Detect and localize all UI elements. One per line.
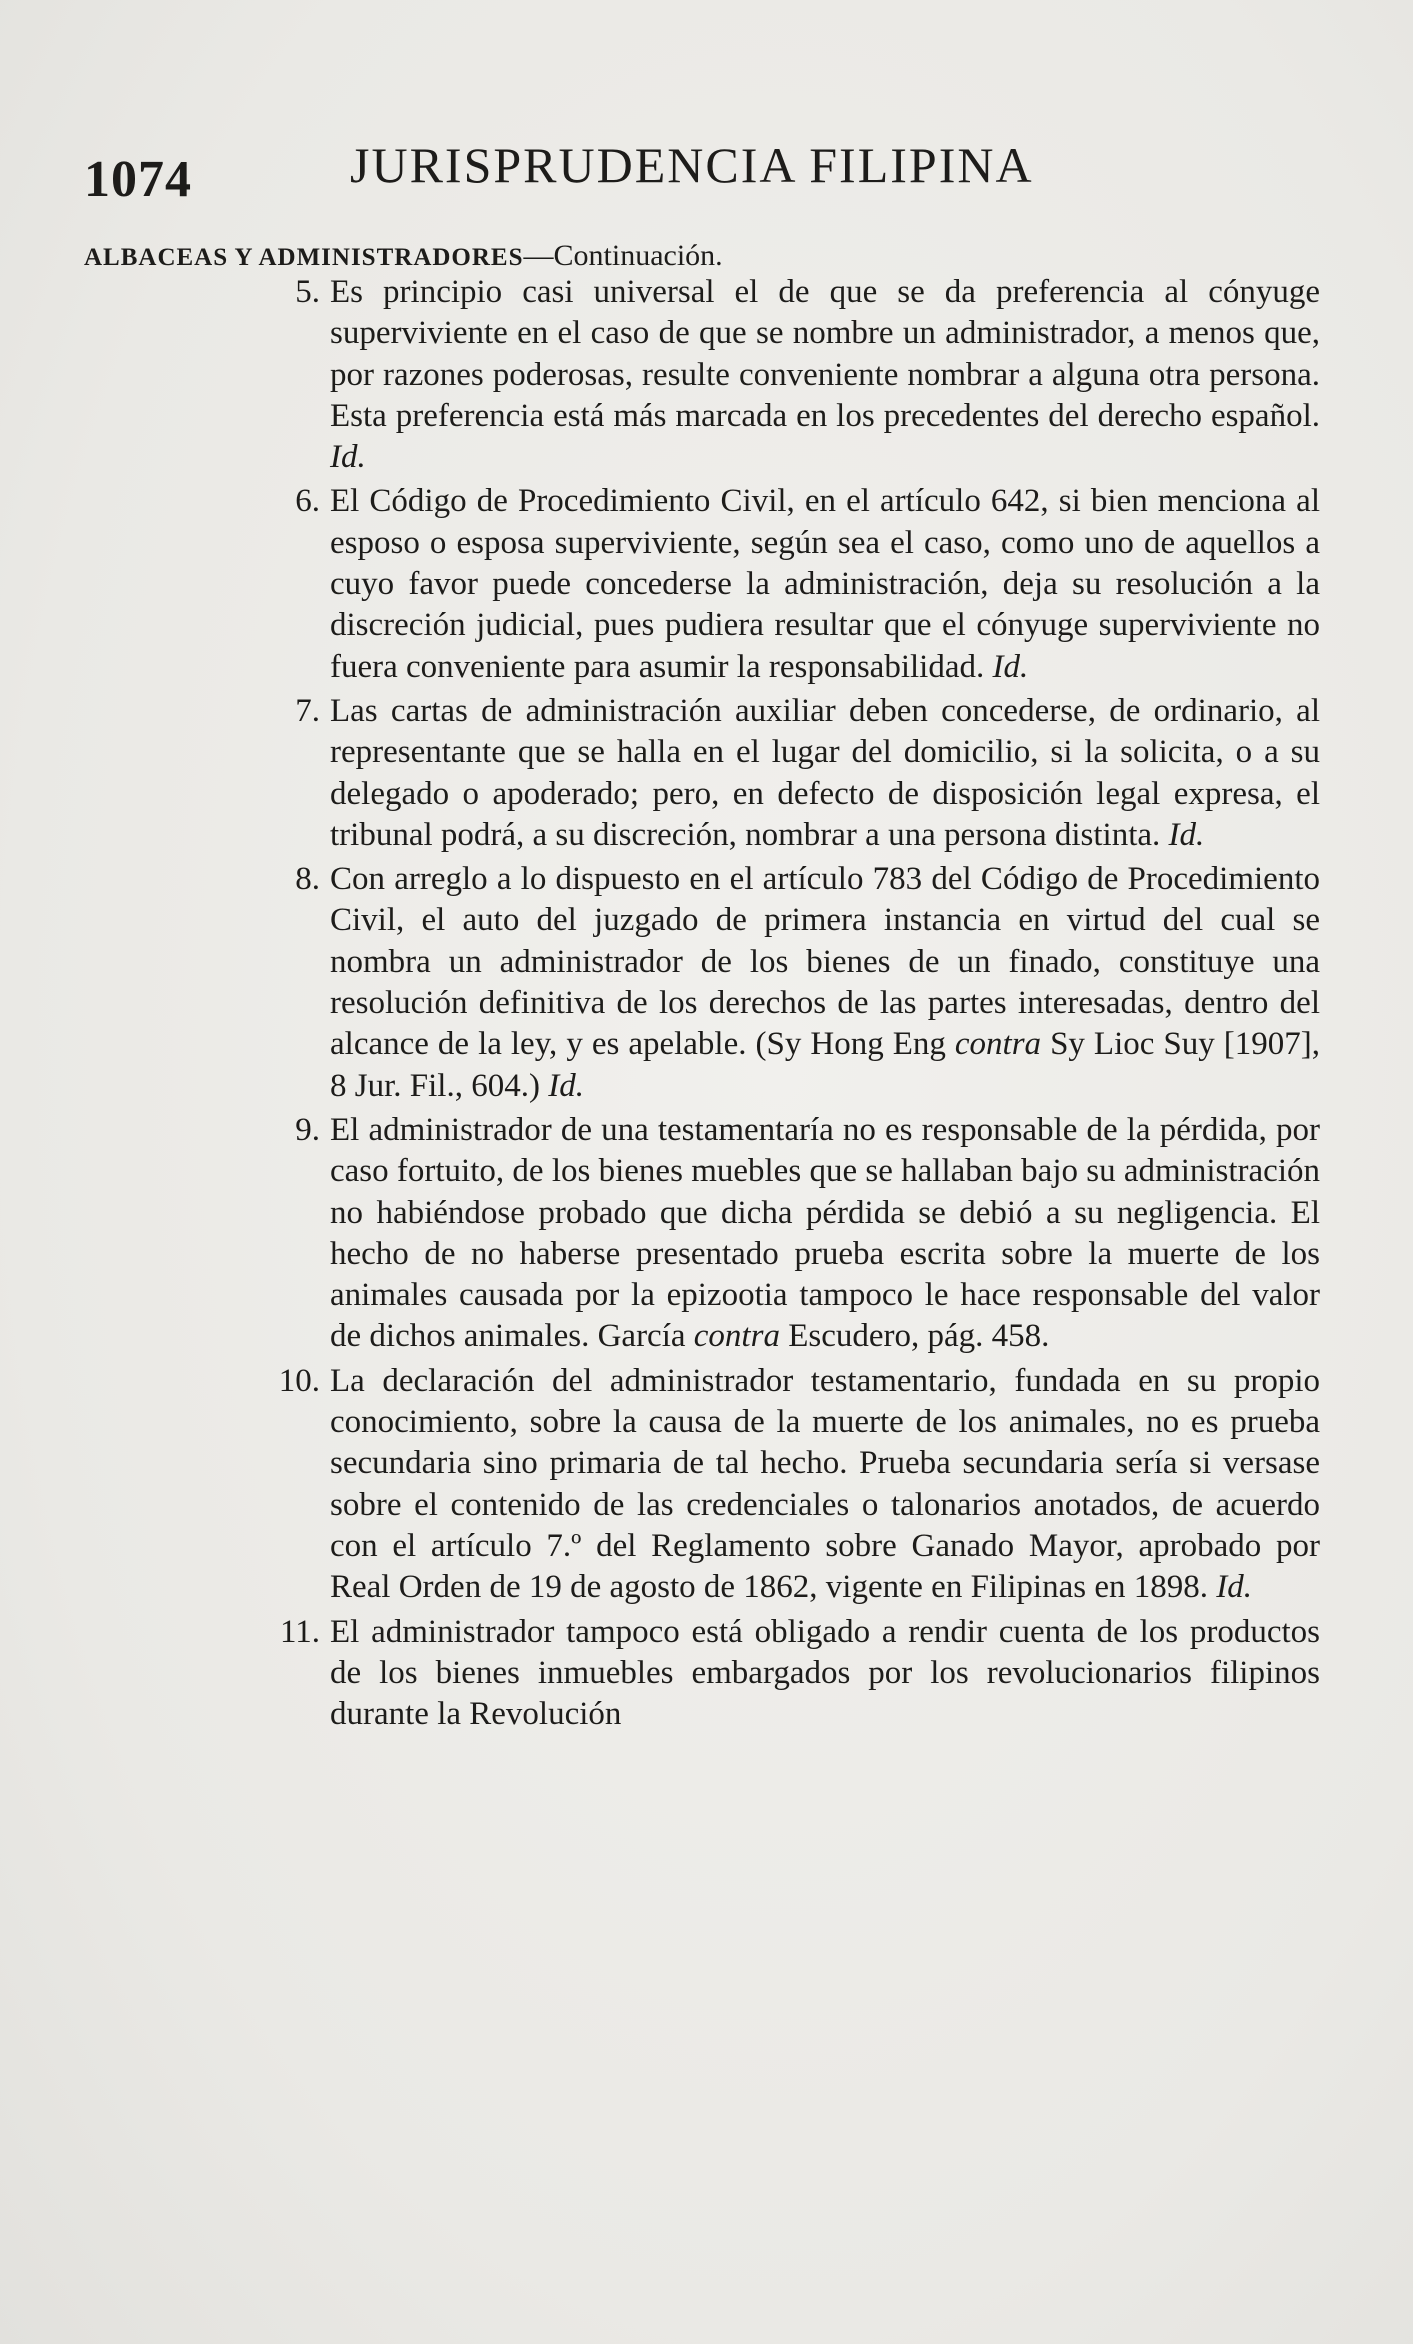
entry-number: 8. bbox=[295, 861, 320, 898]
entry-11 bbox=[230, 1612, 1320, 1736]
entry-text: Con arreglo a lo dispuesto en el artículo 783 del Código de Procedimiento Civil, el auto del juzgado de primera instancia en virtud del cual se nombra un administrador de los bienes de un finado, bbox=[330, 861, 1320, 980]
entry-list bbox=[230, 268, 1320, 1735]
entry-reference: Id. bbox=[1216, 1569, 1252, 1606]
entry-text-continued: constituye una resolución definitiva de los derechos de las partes interesadas, dentro del alcance de la ley, y es apelable. (Sy Hong Eng bbox=[330, 943, 1321, 1063]
entry-7 bbox=[230, 691, 1320, 856]
entry-citation: Escudero, pág. 458. bbox=[788, 1318, 1050, 1355]
entry-reference: Id. bbox=[992, 648, 1029, 685]
running-title: JURISPRUDENCIA FILIPINA bbox=[350, 137, 1034, 193]
entry-10 bbox=[230, 1361, 1320, 1609]
section-continuation: —Continuación. bbox=[523, 239, 723, 272]
entry-text: El administrador tampoco está obligado a rendir cuenta de los productos de los bienes inmuebles embargados por los revolucionarios filipinos durante la Revolución bbox=[330, 1613, 1320, 1733]
entry-6 bbox=[230, 481, 1320, 687]
entry-contra: contra bbox=[954, 1026, 1042, 1063]
entry-number: 7. bbox=[295, 692, 320, 729]
entry-number: 5. bbox=[295, 274, 320, 310]
page-number: 1074 bbox=[84, 151, 192, 208]
entry-text: Es principio casi universal el de que se da preferencia al cónyuge superviviente en el caso de que se nombre un administrador, a menos que, por razones poderosas, resulte conveniente nombrar a alguna otra persona. Esta preferencia está más marcada en los precedentes del derecho español. bbox=[330, 274, 1320, 434]
entry-text: El Código de Procedimiento Civil, en el artículo 642, si bien menciona al esposo o esposa superviviente, según sea el caso, como uno de aquellos a cuyo favor puede concederse la administración, deja su resolución a la discreción judicial, pues pudiera resultar que el cónyuge superviviente no fuera conveniente para asumir la responsabilidad. bbox=[330, 483, 1320, 685]
entry-number: 6. bbox=[295, 483, 320, 520]
entry-reference: Id. bbox=[548, 1067, 584, 1104]
entry-8 bbox=[230, 859, 1320, 1107]
entry-reference: Id. bbox=[330, 439, 366, 476]
entry-text: La declaración del administrador testamentario, fundada en su propio conocimiento, sobre la causa de la muerte de los animales, no es prueba secundaria sino primaria de tal hecho. Prueba secundaria sería si versase sobre el contenido de las credenciales o talonarios anotados, de acuerdo con el artículo 7.º del Reglamento sobre Ganado Mayor, aprobado por Real Orden de 19 de agosto de 1862, vigente en Filipinas en 1898. bbox=[330, 1362, 1320, 1606]
entry-contra: contra bbox=[693, 1318, 780, 1355]
entry-text: Las cartas de administración auxiliar deben concederse, de ordinario, al representante que se halla en el lugar del domicilio, si la solicita, o a su delegado o apoderado; pero, en defecto de disposición legal expresa, el tribunal podrá, a su discreción, nombrar a una persona distinta. bbox=[330, 692, 1320, 853]
section-heading-caps: ALBACEAS Y ADMINISTRADORES bbox=[84, 244, 524, 271]
entry-citation: Sy Lioc Suy [1907], 8 Jur. Fil., 604.) bbox=[330, 1026, 1320, 1104]
entry-9 bbox=[230, 1110, 1320, 1358]
entry-reference: Id. bbox=[1168, 816, 1205, 853]
entry-5 bbox=[230, 272, 1320, 478]
entry-number: 9. bbox=[295, 1111, 320, 1148]
page-header bbox=[84, 136, 1334, 216]
entry-number: 10. bbox=[278, 1362, 320, 1399]
entry-number: 11. bbox=[279, 1613, 320, 1650]
entry-text: El administrador de una testamentaría no es responsable de la pérdida, por caso fortuito, de los bienes muebles que se hallaban bajo su administración no habiéndose probado que dicha pérdida se debió a su negligencia. El hecho de no haberse presentado prueba escrita sobre la muerte de los animales causada por la epizootia tampoco le hace responsable del valor de dichos animales. García bbox=[330, 1111, 1320, 1355]
